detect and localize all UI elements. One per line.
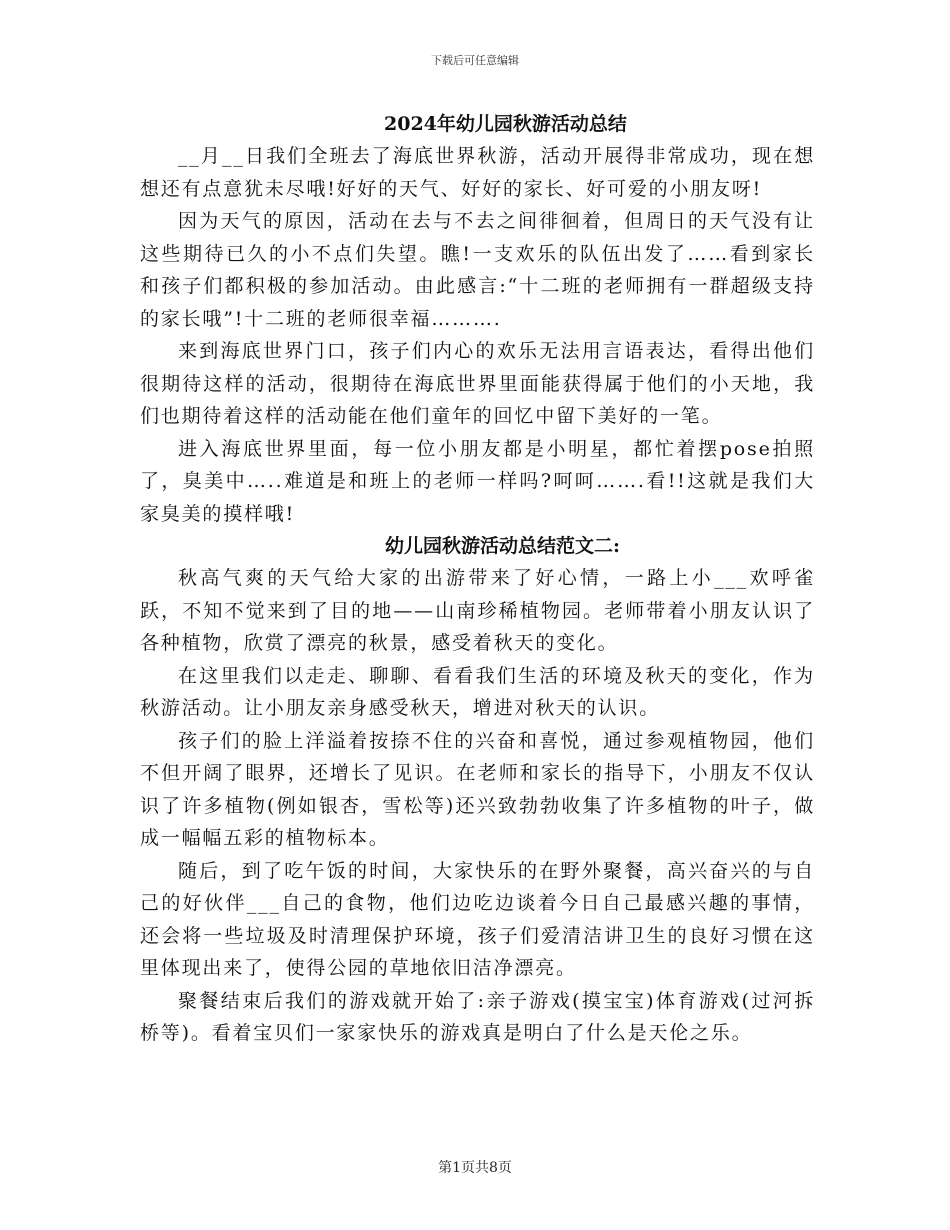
paragraph: __月__日我们全班去了海底世界秋游，活动开展得非常成功，现在想想还有点意犹未尽哦!好好的天气、好好的家长、好可爱的小朋友呀! <box>140 145 815 200</box>
paragraph: 在这里我们以走走、聊聊、看看我们生活的环境及秋天的变化，作为秋游活动。让小朋友亲身感受秋天，增进对秋天的认识。 <box>140 664 815 719</box>
section-heading: 幼儿园秋游活动总结范文二: <box>384 535 620 557</box>
paragraph: 聚餐结束后我们的游戏就开始了:亲子游戏(摸宝宝)体育游戏(过河拆桥等)。看着宝贝们一家家快乐的游戏真是明白了什么是天伦之乐。 <box>140 989 815 1044</box>
paragraph: 来到海底世界门口，孩子们内心的欢乐无法用言语表达，看得出他们很期待这样的活动，很期待在海底世界里面能获得属于他们的小天地，我们也期待着这样的活动能在他们童年的回忆中留下美好的一笔。 <box>140 340 815 427</box>
page-header: 下载后可任意编辑 <box>431 54 519 67</box>
paragraph: 孩子们的脸上洋溢着按捺不住的兴奋和喜悦，通过参观植物园，他们不但开阔了眼界，还增长了见识。在老师和家长的指导下，小朋友不仅认识了许多植物(例如银杏，雪松等)还兴致勃勃收集了许多植物的叶子，做成一幅幅五彩的植物标本。 <box>140 729 815 849</box>
page-footer: 第1页共8页 <box>438 1160 512 1176</box>
document-title: 2024年幼儿园秋游活动总结 <box>384 113 627 135</box>
document-body <box>140 108 815 1050</box>
paragraph: 因为天气的原因，活动在去与不去之间徘徊着，但周日的天气没有让这些期待已久的小不点们失望。瞧!一支欢乐的队伍出发了……看到家长和孩子们都积极的参加活动。由此感言:“十二班的老师拥有一群超级支持的家长哦”!十二班的老师很幸福………. <box>140 210 815 330</box>
paragraph: 秋高气爽的天气给大家的出游带来了好心情，一路上小___欢呼雀跃，不知不觉来到了目的地——山南珍稀植物园。老师带着小朋友认识了各种植物，欣赏了漂亮的秋景，感受着秋天的变化。 <box>140 567 815 654</box>
paragraph: 随后，到了吃午饭的时间，大家快乐的在野外聚餐，高兴奋兴的与自己的好伙伴___自己的食物，他们边吃边谈着今日自己最感兴趣的事情，还会将一些垃圾及时清理保护环境，孩子们爱清洁讲卫生的良好习惯在这里体现出来了，使得公园的草地依旧洁净漂亮。 <box>140 859 815 979</box>
paragraph: 进入海底世界里面，每一位小朋友都是小明星，都忙着摆pose拍照了，臭美中…..难道是和班上的老师一样吗?呵呵…….看!!这就是我们大家臭美的摸样哦! <box>140 437 815 525</box>
